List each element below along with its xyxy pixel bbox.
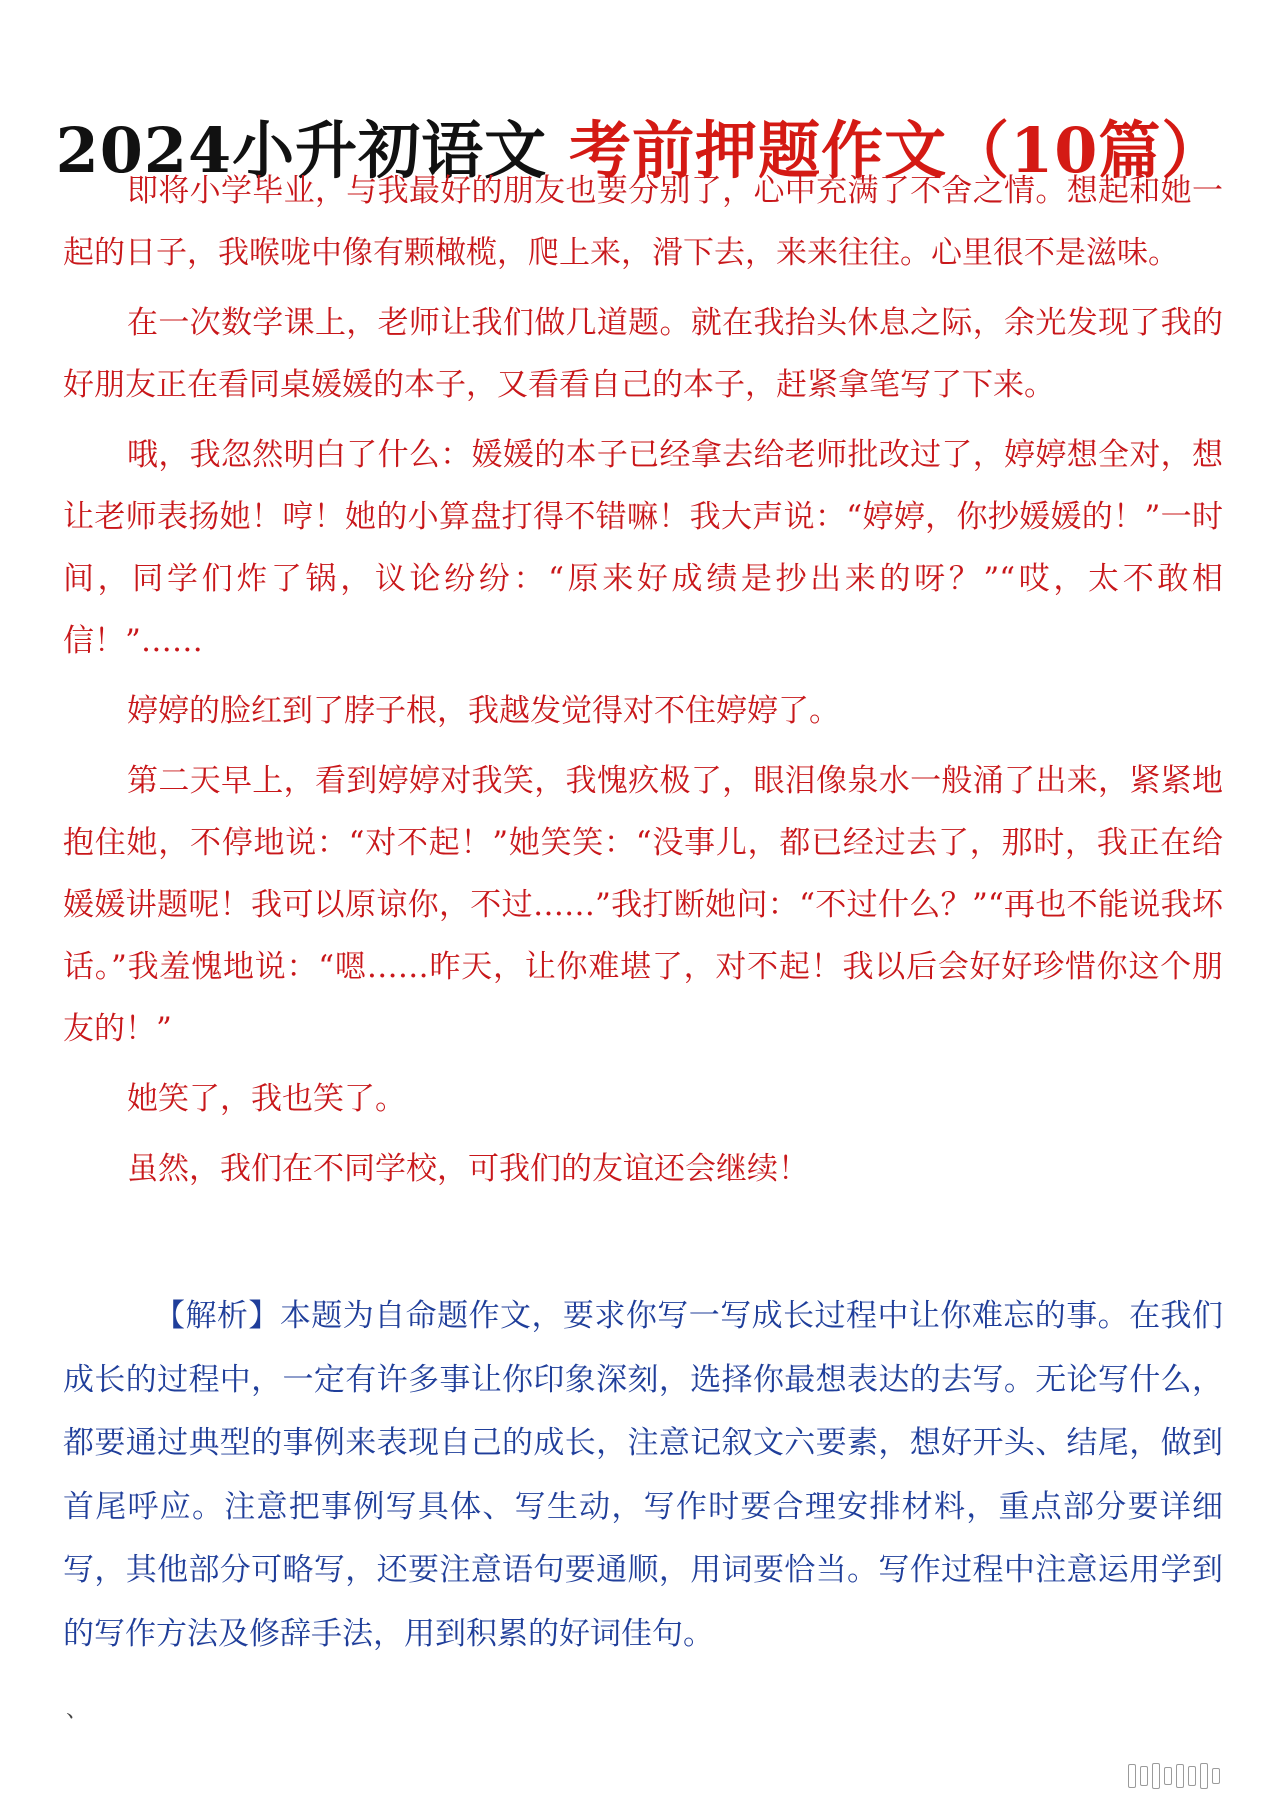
barcode-watermark-icon xyxy=(1128,1762,1220,1790)
essay-paragraph-1: 即将小学毕业，与我最好的朋友也要分别了，心中充满了不舍之情。想起和她一起的日子，我喉咙中像有颗橄榄，爬上来，滑下去，来来往往。心里很不是滋味。 xyxy=(63,173,1223,271)
essay-body xyxy=(63,160,1223,1200)
title-red-part: 考前押题作文（10篇） xyxy=(569,113,1225,187)
essay-paragraph-3: 哦，我忽然明白了什么：媛媛的本子已经拿去给老师批改过了，婷婷想全对，想让老师表扬她！哼！她的小算盘打得不错嘛！我大声说：“婷婷，你抄媛媛的！”一时间，同学们炸了锅，议论纷纷：“原来好成绩是抄出来的呀？”“哎，太不敢相信！”…… xyxy=(63,437,1223,659)
analysis-tag: 【解析】 xyxy=(154,1298,280,1334)
essay-paragraph-6: 她笑了，我也笑了。 xyxy=(127,1081,406,1117)
analysis-text: 本题为自命题作文，要求你写一写成长过程中让你难忘的事。在我们成长的过程中，一定有许多事让你印象深刻，选择你最想表达的去写。无论写什么，都要通过典型的事例来表现自己的成长，注意记叙文六要素，想好开头、结尾，做到首尾呼应。注意把事例写具体、写生动，写作时要合理安排材料，重点部分要详细写，其他部分可略写，还要注意语句要通顺，用词要恰当。写作过程中注意运用学到的写作方法及修辞手法，用到积累的好词佳句。 xyxy=(63,1298,1224,1652)
stray-mark: 、 xyxy=(66,1698,89,1723)
essay-paragraph-7: 虽然，我们在不同学校，可我们的友谊还会继续！ xyxy=(127,1151,809,1187)
essay-paragraph-2: 在一次数学课上，老师让我们做几道题。就在我抬头休息之际，余光发现了我的好朋友正在看同桌媛媛的本子，又看看自己的本子，赶紧拿笔写了下来。 xyxy=(63,305,1223,403)
title-black-part: 2024小升初语文 xyxy=(55,113,548,187)
analysis-section xyxy=(63,1285,1223,1666)
essay-paragraph-4: 婷婷的脸红到了脖子根，我越发觉得对不住婷婷了。 xyxy=(127,693,840,729)
essay-paragraph-5: 第二天早上，看到婷婷对我笑，我愧疚极了，眼泪像泉水一般涌了出来，紧紧地抱住她，不停地说：“对不起！”她笑笑：“没事儿，都已经过去了，那时，我正在给媛媛讲题呢！我可以原谅你，不过……”我打断她问：“不过什么？”“再也不能说我坏话。”我羞愧地说：“嗯……昨天，让你难堪了，对不起！我以后会好好珍惜你这个朋友的！” xyxy=(63,763,1223,1047)
